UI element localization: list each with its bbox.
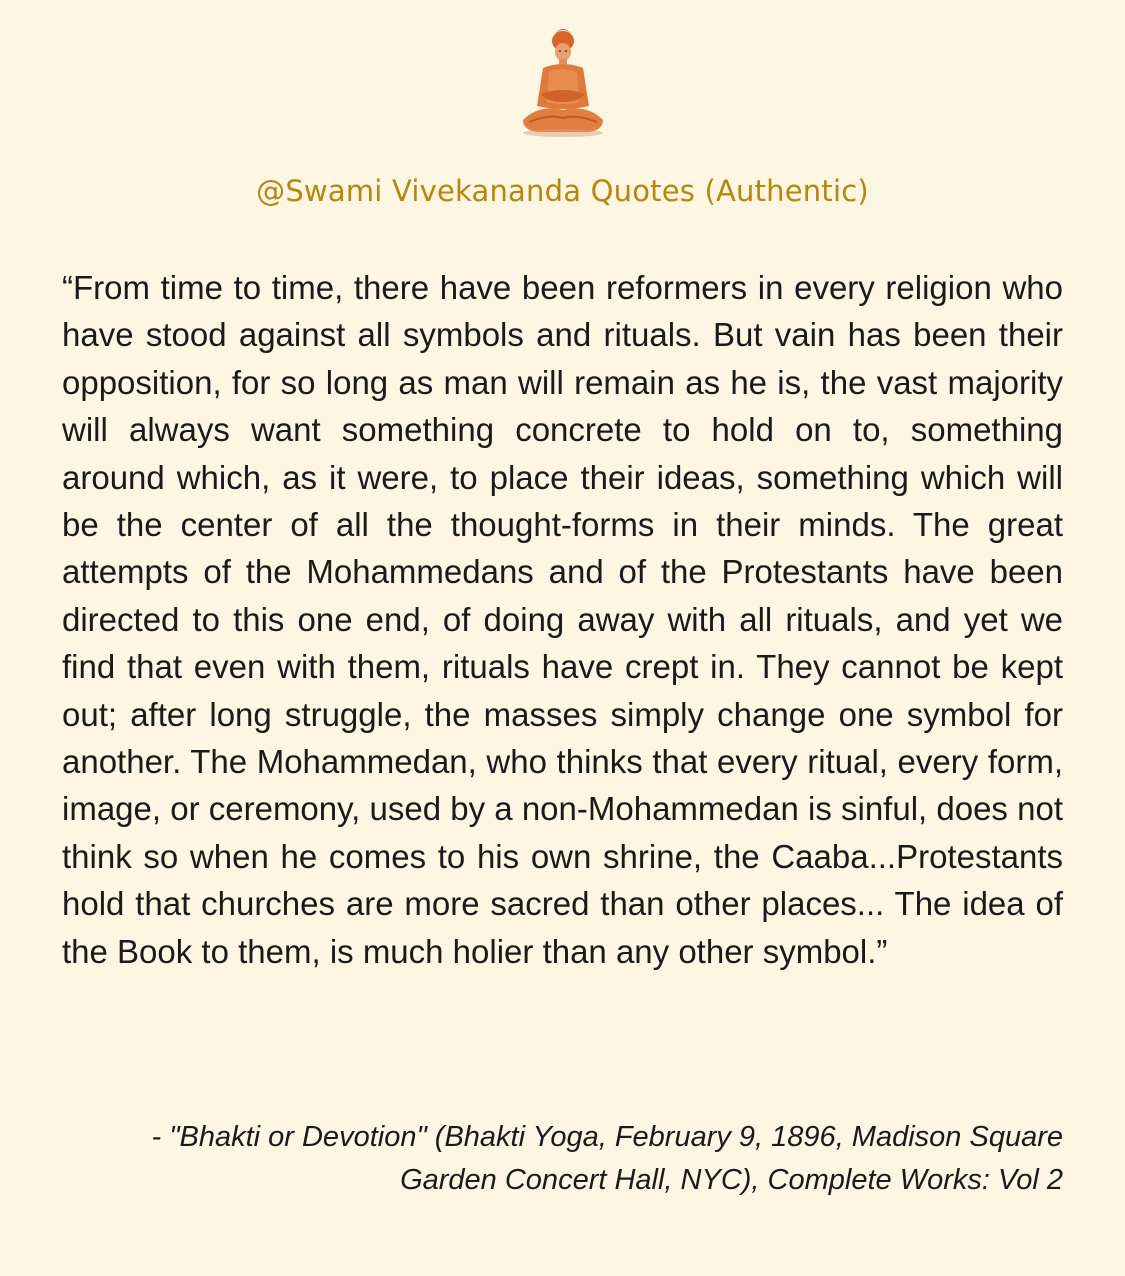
quote-citation: - "Bhakti or Devotion" (Bhakti Yoga, February 9, 1896, Madison Square Garden Concert Hall, NYC), Complete Works: Vol 2: [151, 1121, 1063, 1196]
seated-monk-portrait-icon: [519, 24, 607, 138]
channel-handle: @Swami Vivekananda Quotes (Authentic): [256, 174, 869, 208]
quote-text: “From time to time, there have been reformers in every religion who have stood against all symbols and rituals. But vain has been their opposition, for so long as man will remain as he is, the vast majority will always want something concrete to hold on to, something around which, as it were, to place their ideas, something which will be the center of all the thought-forms in their minds. The great attempts of the Mohammedans and of the Protestants have been directed to this one end, of doing away with all rituals, and yet we find that even with them, rituals have crept in. They cannot be kept out; after long struggle, the masses simply change one symbol for another. The Mohammedan, who thinks that every ritual, every form, image, or ceremony, used by a non-Mohammedan is sinful, does not think so when he comes to his own shrine, the Caaba...Protestants hold that churches are more sacred than other places... The idea of the Book to them, is much holier than any other symbol.”: [62, 269, 1063, 970]
